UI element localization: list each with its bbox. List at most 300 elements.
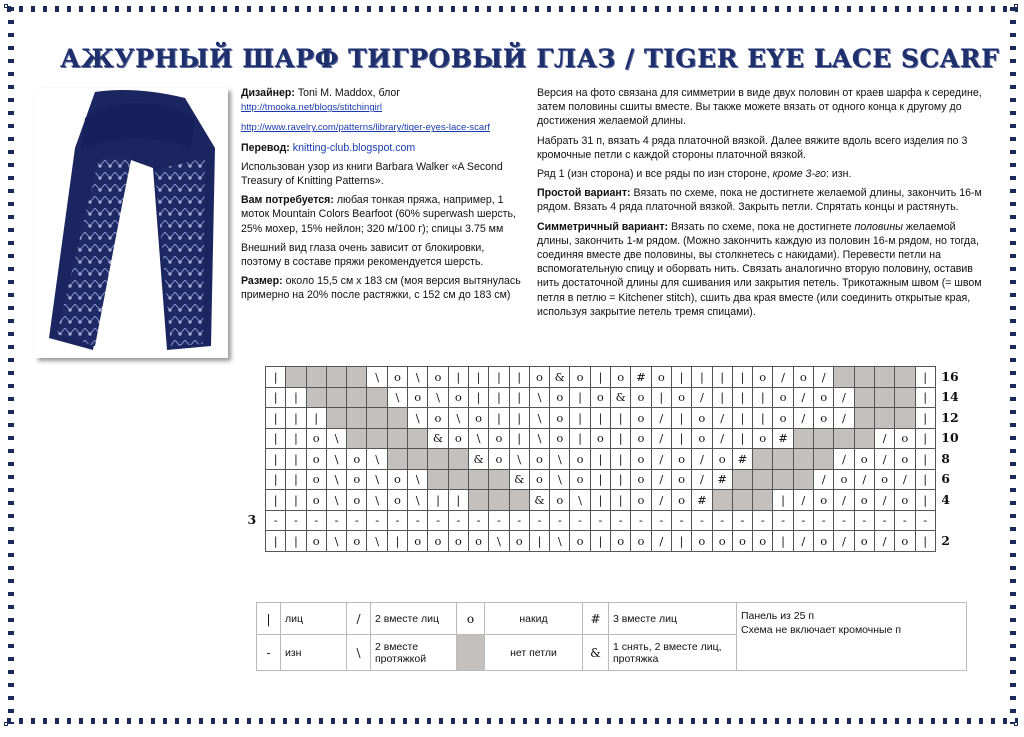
legend-yo-symbol: o xyxy=(457,603,485,635)
chart-cell: o xyxy=(692,428,712,449)
chart-cell: \ xyxy=(428,387,448,408)
chart-cell: - xyxy=(387,510,407,531)
chart-cell: | xyxy=(590,367,610,388)
chart-cell: | xyxy=(286,469,306,490)
designer-value: Toni M. Maddox, блог xyxy=(297,87,401,99)
chart-cell: \ xyxy=(408,408,428,429)
chart-cell: - xyxy=(651,510,671,531)
chart-cell: # xyxy=(773,428,793,449)
chart-cell: \ xyxy=(367,469,387,490)
designer-blog-link[interactable]: http://tmooka.net/blogs/stitchingirl xyxy=(241,102,382,114)
legend-knit-label: лиц xyxy=(281,603,347,635)
edge-note: Схема не включает кромочные п xyxy=(741,624,902,636)
ravelry-link[interactable]: http://www.ravelry.com/patterns/library/tiger-eyes-lace-scarf xyxy=(241,122,491,134)
chart-cell: \ xyxy=(387,387,407,408)
chart-cell xyxy=(895,387,915,408)
chart-cell: o xyxy=(550,490,570,511)
chart-cell: | xyxy=(509,387,529,408)
simple-variant-text: Вязать по схеме, пока не достигнете желаемой длины, закончить 16-м рядом. Вязать 4 ряда платочной вязкой. Закрыть петли. Спрятать концы и растянуть. xyxy=(537,187,982,214)
chart-cell: | xyxy=(266,531,286,552)
chart-cell: o xyxy=(306,428,326,449)
chart-cell: / xyxy=(874,449,894,470)
chart-row xyxy=(266,469,936,490)
legend-purl-symbol: - xyxy=(257,635,281,671)
chart-row-number: 10 xyxy=(941,430,959,446)
chart-cell: | xyxy=(753,408,773,429)
chart-cell: | xyxy=(286,449,306,470)
chart-cell: - xyxy=(570,510,590,531)
chart-cell: o xyxy=(550,428,570,449)
chart-cell: | xyxy=(915,367,935,388)
chart-cell: / xyxy=(692,387,712,408)
symmetric-text-a: Вязать по схеме, пока не достигнете xyxy=(671,220,852,233)
chart-cell: \ xyxy=(570,490,590,511)
chart-cell: o xyxy=(448,387,468,408)
chart-cell: # xyxy=(692,490,712,511)
chart-cell: | xyxy=(773,531,793,552)
chart-cell: | xyxy=(286,531,306,552)
chart-cell: o xyxy=(732,531,752,552)
chart-cell: / xyxy=(793,408,813,429)
chart-cell: | xyxy=(915,449,935,470)
info-column xyxy=(241,86,523,308)
chart-cell xyxy=(347,387,367,408)
chart-cell: o xyxy=(529,449,549,470)
chart-cell: o xyxy=(306,469,326,490)
chart-cell: | xyxy=(611,490,631,511)
chart-cell: - xyxy=(306,510,326,531)
chart-cell xyxy=(793,428,813,449)
chart-cell: | xyxy=(590,469,610,490)
chart-cell: o xyxy=(387,469,407,490)
chart-cell: & xyxy=(428,428,448,449)
chart-cell xyxy=(448,469,468,490)
legend-notes xyxy=(737,603,967,671)
chart-cell: & xyxy=(509,469,529,490)
chart-cell: | xyxy=(286,387,306,408)
chart-cell: - xyxy=(874,510,894,531)
chart-cell: | xyxy=(529,531,549,552)
chart-cell: | xyxy=(590,490,610,511)
chart-cell xyxy=(732,490,752,511)
chart-cell: \ xyxy=(408,367,428,388)
chart-cell: & xyxy=(468,449,488,470)
chart-row-number: 12 xyxy=(941,409,959,425)
chart-cell: | xyxy=(611,428,631,449)
intro-paragraph: Версия на фото связана для симметрии в виде двух половин от краев шарфа к середине, затем половины сшиты вместе. Вы также можете вязать от одного конца к другому до достижения желаемой длины. xyxy=(537,87,982,128)
chart-cell xyxy=(468,490,488,511)
chart-cell xyxy=(468,469,488,490)
chart-cell: | xyxy=(570,408,590,429)
row1-text: Ряд 1 (изн сторона) и все ряды по изн стороне, xyxy=(537,168,770,181)
chart-cell: o xyxy=(347,449,367,470)
chart-cell: # xyxy=(732,449,752,470)
chart-cell: / xyxy=(651,469,671,490)
chart-row-number: 16 xyxy=(941,368,959,384)
chart-cell: o xyxy=(814,531,834,552)
legend-knit-symbol: | xyxy=(257,603,281,635)
chart-cell: - xyxy=(428,510,448,531)
chart-cell: | xyxy=(773,490,793,511)
chart-cell: o xyxy=(347,490,367,511)
instructions-column xyxy=(537,86,992,324)
chart-cell: o xyxy=(408,531,428,552)
chart-legend xyxy=(256,602,967,671)
chart-cell: | xyxy=(266,387,286,408)
chart-cell: - xyxy=(347,510,367,531)
chart-cell: o xyxy=(428,408,448,429)
chart-cell: o xyxy=(631,387,651,408)
chart-cell: / xyxy=(712,408,732,429)
chart-cell: | xyxy=(915,490,935,511)
chart-cell: \ xyxy=(468,428,488,449)
chart-cell: \ xyxy=(326,490,346,511)
chart-cell: / xyxy=(712,428,732,449)
chart-cell: o xyxy=(671,387,691,408)
chart-cell xyxy=(387,428,407,449)
chart-cell xyxy=(509,490,529,511)
chart-cell: o xyxy=(570,469,590,490)
chart-cell: \ xyxy=(326,428,346,449)
chart-cell: o xyxy=(692,408,712,429)
chart-cell: | xyxy=(468,387,488,408)
legend-k3tog-symbol: # xyxy=(583,603,609,635)
row1-paragraph xyxy=(537,167,992,181)
chart-cell: / xyxy=(874,490,894,511)
chart-cell: | xyxy=(286,490,306,511)
chart-cell: o xyxy=(753,367,773,388)
chart-cell: - xyxy=(590,510,610,531)
chart-cell: o xyxy=(631,490,651,511)
chart-cell: / xyxy=(651,490,671,511)
chart-cell xyxy=(854,367,874,388)
chart-cell xyxy=(732,469,752,490)
chart-cell: - xyxy=(326,510,346,531)
chart-cell: | xyxy=(692,367,712,388)
chart-row-number: 8 xyxy=(941,450,950,466)
chart-cell: / xyxy=(692,449,712,470)
chart-cell: | xyxy=(489,387,509,408)
chart-cell: - xyxy=(895,510,915,531)
chart-cell xyxy=(408,428,428,449)
legend-ssk-label: 2 вместе протяжкой xyxy=(371,635,457,671)
panel-note: Панель из 25 п xyxy=(741,610,815,622)
chart-cell: o xyxy=(570,531,590,552)
page-title: АЖУРНЫЙ ШАРФ ТИГРОВЫЙ ГЛАЗ / TIGER EYE LACE SCARF xyxy=(60,44,1000,73)
chart-cell xyxy=(306,367,326,388)
chart-row xyxy=(266,367,936,388)
chart-cell: o xyxy=(347,469,367,490)
chart-cell xyxy=(814,428,834,449)
chart-row xyxy=(266,449,936,470)
chart-cell xyxy=(326,387,346,408)
chart-cell: | xyxy=(732,408,752,429)
chart-row xyxy=(266,490,936,511)
chart-cell xyxy=(773,449,793,470)
chart-cell: - xyxy=(509,510,529,531)
chart-cell: & xyxy=(611,387,631,408)
chart-cell: o xyxy=(793,367,813,388)
chart-cell: o xyxy=(895,490,915,511)
chart-cell: \ xyxy=(448,408,468,429)
chart-cell: / xyxy=(793,531,813,552)
chart-cell: / xyxy=(793,490,813,511)
knitting-chart xyxy=(265,366,936,552)
chart-cell: | xyxy=(266,490,286,511)
chart-cell: - xyxy=(854,510,874,531)
chart-cell: o xyxy=(306,490,326,511)
frame-bottom-border xyxy=(6,718,1018,724)
translation-link[interactable]: knitting-club.blogspot.com xyxy=(292,141,416,154)
chart-cell: o xyxy=(854,531,874,552)
chart-cell xyxy=(326,367,346,388)
chart-cell: \ xyxy=(529,387,549,408)
chart-cell: o xyxy=(408,387,428,408)
chart-cell: | xyxy=(489,367,509,388)
chart-cell: o xyxy=(712,449,732,470)
chart-cell xyxy=(874,408,894,429)
chart-cell: o xyxy=(306,531,326,552)
chart-cell: o xyxy=(753,428,773,449)
chart-cell: \ xyxy=(367,449,387,470)
chart-cell: | xyxy=(590,408,610,429)
chart-cell: o xyxy=(631,449,651,470)
chart-cell: | xyxy=(387,531,407,552)
chart-cell xyxy=(489,490,509,511)
cast-on-paragraph: Набрать 31 п, вязать 4 ряда платочной вязкой. Далее вяжите вдоль всего изделия по 3 кромочные петли с каждой стороны платочной вязкой. xyxy=(537,134,968,161)
chart-cell: / xyxy=(773,367,793,388)
chart-cell: o xyxy=(550,408,570,429)
chart-cell: o xyxy=(590,387,610,408)
chart-cell: | xyxy=(468,367,488,388)
chart-cell: / xyxy=(834,531,854,552)
chart-cell xyxy=(387,408,407,429)
size-line xyxy=(241,274,523,302)
chart-cell: - xyxy=(773,510,793,531)
chart-row xyxy=(266,510,936,531)
chart-cell: \ xyxy=(326,449,346,470)
chart-cell: o xyxy=(529,367,549,388)
chart-cell: - xyxy=(529,510,549,531)
chart-cell: | xyxy=(286,408,306,429)
chart-cell xyxy=(753,490,773,511)
frame-left-border xyxy=(8,6,14,724)
chart-cell: - xyxy=(408,510,428,531)
chart-cell: o xyxy=(895,449,915,470)
chart-cell: & xyxy=(529,490,549,511)
legend-purl-label: изн xyxy=(281,635,347,671)
chart-cell: | xyxy=(509,408,529,429)
chart-cell xyxy=(347,428,367,449)
chart-cell: - xyxy=(834,510,854,531)
chart-cell xyxy=(408,449,428,470)
materials-text: любая тонкая пряжа, например, 1 моток Mountain Colors Bearfoot (60% superwash шерсть, 25% мохер, 15% нейлон; 320 м/100 г); спицы 3.75 мм xyxy=(241,194,516,235)
chart-cell xyxy=(773,469,793,490)
chart-cell: | xyxy=(509,367,529,388)
chart-cell: o xyxy=(814,387,834,408)
chart-cell: o xyxy=(590,428,610,449)
chart-cell: o xyxy=(468,531,488,552)
chart-cell: o xyxy=(834,469,854,490)
scarf-photo xyxy=(35,88,228,358)
chart-row xyxy=(266,531,936,552)
chart-cell xyxy=(854,408,874,429)
chart-cell xyxy=(347,408,367,429)
symmetric-variant xyxy=(537,220,992,319)
chart-cell: o xyxy=(468,408,488,429)
chart-cell xyxy=(895,408,915,429)
chart-cell: / xyxy=(834,449,854,470)
chart-cell: o xyxy=(509,531,529,552)
chart-cell: o xyxy=(692,531,712,552)
chart-cell: - xyxy=(671,510,691,531)
chart-cell xyxy=(428,469,448,490)
size-label: Размер: xyxy=(241,275,283,288)
chart-row-number: 6 xyxy=(941,471,950,487)
legend-no-stitch-swatch xyxy=(457,635,485,671)
chart-cell: | xyxy=(671,531,691,552)
chart-cell: o xyxy=(895,531,915,552)
chart-cell: / xyxy=(874,531,894,552)
chart-cell: o xyxy=(631,428,651,449)
chart-cell: o xyxy=(814,408,834,429)
chart-cell: / xyxy=(651,408,671,429)
designer-label: Дизайнер: xyxy=(241,87,295,99)
legend-ssk-symbol: \ xyxy=(347,635,371,671)
chart-cell: o xyxy=(814,490,834,511)
chart-cell: - xyxy=(753,510,773,531)
materials-line xyxy=(241,193,523,236)
chart-cell: | xyxy=(266,428,286,449)
chart-cell: \ xyxy=(367,367,387,388)
chart-cell: | xyxy=(448,490,468,511)
chart-cell: o xyxy=(550,387,570,408)
chart-cell: o xyxy=(570,367,590,388)
chart-row-number: 14 xyxy=(941,389,959,405)
chart-cell xyxy=(874,387,894,408)
symmetric-variant-label: Симметричный вариант: xyxy=(537,220,669,233)
chart-cell: - xyxy=(732,510,752,531)
chart-cell: o xyxy=(773,408,793,429)
chart-cell: | xyxy=(266,408,286,429)
chart-cell: o xyxy=(854,449,874,470)
chart-cell: / xyxy=(834,387,854,408)
chart-row xyxy=(266,408,936,429)
chart-cell: | xyxy=(428,490,448,511)
chart-cell: o xyxy=(671,469,691,490)
chart-cell xyxy=(895,367,915,388)
chart-cell: o xyxy=(448,531,468,552)
chart-cell xyxy=(489,469,509,490)
chart-cell xyxy=(854,387,874,408)
chart-cell: | xyxy=(611,469,631,490)
chart-cell: / xyxy=(651,428,671,449)
chart-cell: o xyxy=(753,531,773,552)
chart-cell: o xyxy=(448,428,468,449)
chart-cell: - xyxy=(692,510,712,531)
chart-cell: | xyxy=(712,367,732,388)
chart-cell: / xyxy=(814,367,834,388)
chart-cell: / xyxy=(854,469,874,490)
materials-label: Вам потребуется: xyxy=(241,194,334,207)
chart-cell: o xyxy=(489,449,509,470)
legend-k3tog-label: 3 вместе лиц xyxy=(609,603,737,635)
chart-cell xyxy=(367,428,387,449)
row1-tail: : изн. xyxy=(825,168,852,181)
chart-cell: o xyxy=(895,428,915,449)
chart-cell: | xyxy=(915,408,935,429)
designer-line xyxy=(241,86,523,115)
translation-label: Перевод: xyxy=(241,141,290,154)
chart-cell: o xyxy=(671,449,691,470)
frame-corner-square xyxy=(4,722,8,726)
chart-cell: & xyxy=(550,367,570,388)
translation-line xyxy=(241,141,523,155)
chart-cell: o xyxy=(611,367,631,388)
chart-cell: - xyxy=(489,510,509,531)
chart-cell: - xyxy=(712,510,732,531)
legend-sk2p-label: 1 снять, 2 вместе лиц, протяжка xyxy=(609,635,737,671)
chart-cell: o xyxy=(489,428,509,449)
chart-cell xyxy=(834,428,854,449)
size-text: около 15,5 см х 183 см (моя версия вытянулась примерно на 20% после растяжки, с 152 см до 183 см) xyxy=(241,275,521,302)
frame-corner-square xyxy=(1014,4,1018,8)
chart-cell: | xyxy=(590,449,610,470)
simple-variant-label: Простой вариант: xyxy=(537,187,631,200)
chart-cell: | xyxy=(509,428,529,449)
chart-cell: | xyxy=(570,387,590,408)
row1-italic: кроме 3-го xyxy=(772,168,826,181)
chart-cell: | xyxy=(915,469,935,490)
frame-corner-square xyxy=(4,4,8,8)
chart-cell: \ xyxy=(408,469,428,490)
chart-cell: - xyxy=(915,510,935,531)
chart-cell: / xyxy=(793,387,813,408)
chart-cell: o xyxy=(387,367,407,388)
chart-cell: o xyxy=(773,387,793,408)
chart-cell xyxy=(753,469,773,490)
chart-cell: | xyxy=(671,367,691,388)
chart-cell: | xyxy=(671,408,691,429)
chart-cell: - xyxy=(611,510,631,531)
legend-no-stitch-label: нет петли xyxy=(485,635,583,671)
frame-corner-square xyxy=(1014,722,1018,726)
chart-cell: - xyxy=(793,510,813,531)
chart-cell: | xyxy=(611,408,631,429)
frame-top-border xyxy=(6,6,1018,12)
chart-cell: \ xyxy=(550,449,570,470)
chart-cell: | xyxy=(732,428,752,449)
chart-cell: # xyxy=(712,469,732,490)
chart-cell: \ xyxy=(489,531,509,552)
chart-cell: | xyxy=(448,367,468,388)
chart-cell xyxy=(286,367,306,388)
chart-cell: / xyxy=(874,428,894,449)
symmetric-italic: половины xyxy=(854,220,903,233)
chart-cell: | xyxy=(651,387,671,408)
chart-cell: o xyxy=(874,469,894,490)
chart-cell: o xyxy=(854,490,874,511)
chart-cell: \ xyxy=(326,531,346,552)
chart-cell: | xyxy=(753,387,773,408)
chart-cell: | xyxy=(266,367,286,388)
chart-cell: o xyxy=(428,367,448,388)
chart-row-number: 3 xyxy=(247,512,257,528)
chart-cell: | xyxy=(915,387,935,408)
chart-cell: o xyxy=(387,490,407,511)
chart-cell: | xyxy=(266,469,286,490)
chart-cell xyxy=(854,428,874,449)
